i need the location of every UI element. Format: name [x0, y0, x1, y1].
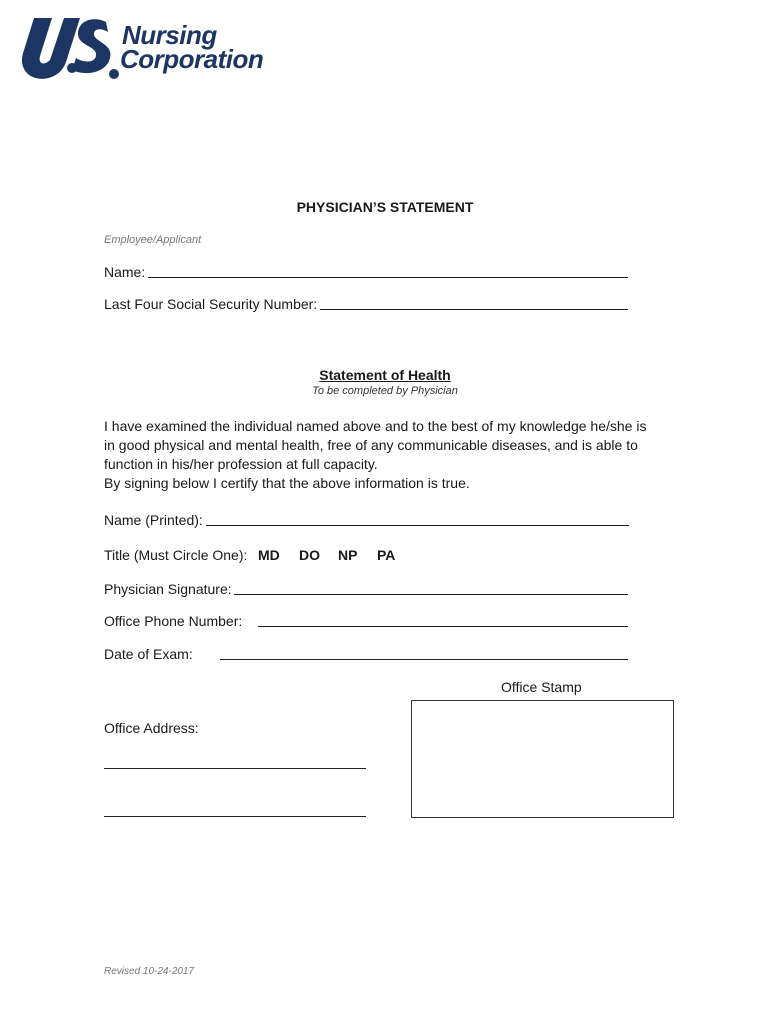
employee-caption: Employee/Applicant	[104, 234, 202, 246]
office-address-line-1[interactable]	[104, 768, 366, 769]
physician-name-label: Name (Printed):	[104, 512, 203, 528]
revised-date: Revised 10-24-2017	[104, 966, 195, 977]
physician-name-line[interactable]	[206, 525, 629, 526]
title-label: Title (Must Circle One):	[104, 547, 248, 563]
signature-line[interactable]	[234, 594, 628, 595]
phone-label: Office Phone Number:	[104, 613, 243, 629]
phone-line[interactable]	[258, 626, 628, 627]
employee-name-line[interactable]	[148, 277, 628, 278]
employee-name-label: Name:	[104, 264, 146, 280]
office-stamp-box[interactable]	[411, 700, 674, 818]
statement-subheading: To be completed by Physician	[312, 385, 458, 397]
ssn-label: Last Four Social Security Number:	[104, 296, 318, 312]
paragraph-line: in good physical and mental health, free of any communicable diseases, and is able to	[104, 437, 638, 453]
office-address-line-2[interactable]	[104, 816, 366, 817]
office-address-label: Office Address:	[104, 720, 199, 736]
statement-heading: Statement of Health	[319, 367, 451, 383]
statement-paragraph	[104, 417, 664, 493]
title-option-md[interactable]: MD	[258, 547, 280, 563]
exam-date-line[interactable]	[220, 659, 628, 660]
exam-date-label: Date of Exam:	[104, 646, 193, 662]
us-logo-mark-icon	[14, 14, 124, 90]
page-title: PHYSICIAN’S STATEMENT	[296, 199, 474, 215]
title-option-pa[interactable]: PA	[377, 547, 396, 563]
title-option-do[interactable]: DO	[299, 547, 320, 563]
paragraph-line: By signing below I certify that the above information is true.	[104, 475, 470, 491]
paragraph-line: function in his/her profession at full capacity.	[104, 456, 378, 472]
office-stamp-label: Office Stamp	[501, 679, 582, 695]
ssn-line[interactable]	[320, 309, 628, 310]
signature-label: Physician Signature:	[104, 581, 232, 597]
company-logo	[14, 14, 264, 90]
logo-word-corporation: Corporation	[120, 44, 264, 74]
title-option-np[interactable]: NP	[338, 547, 358, 563]
logo-word-nursing: Nursing	[122, 20, 217, 50]
paragraph-line: I have examined the individual named above and to the best of my knowledge he/she is	[104, 418, 647, 434]
